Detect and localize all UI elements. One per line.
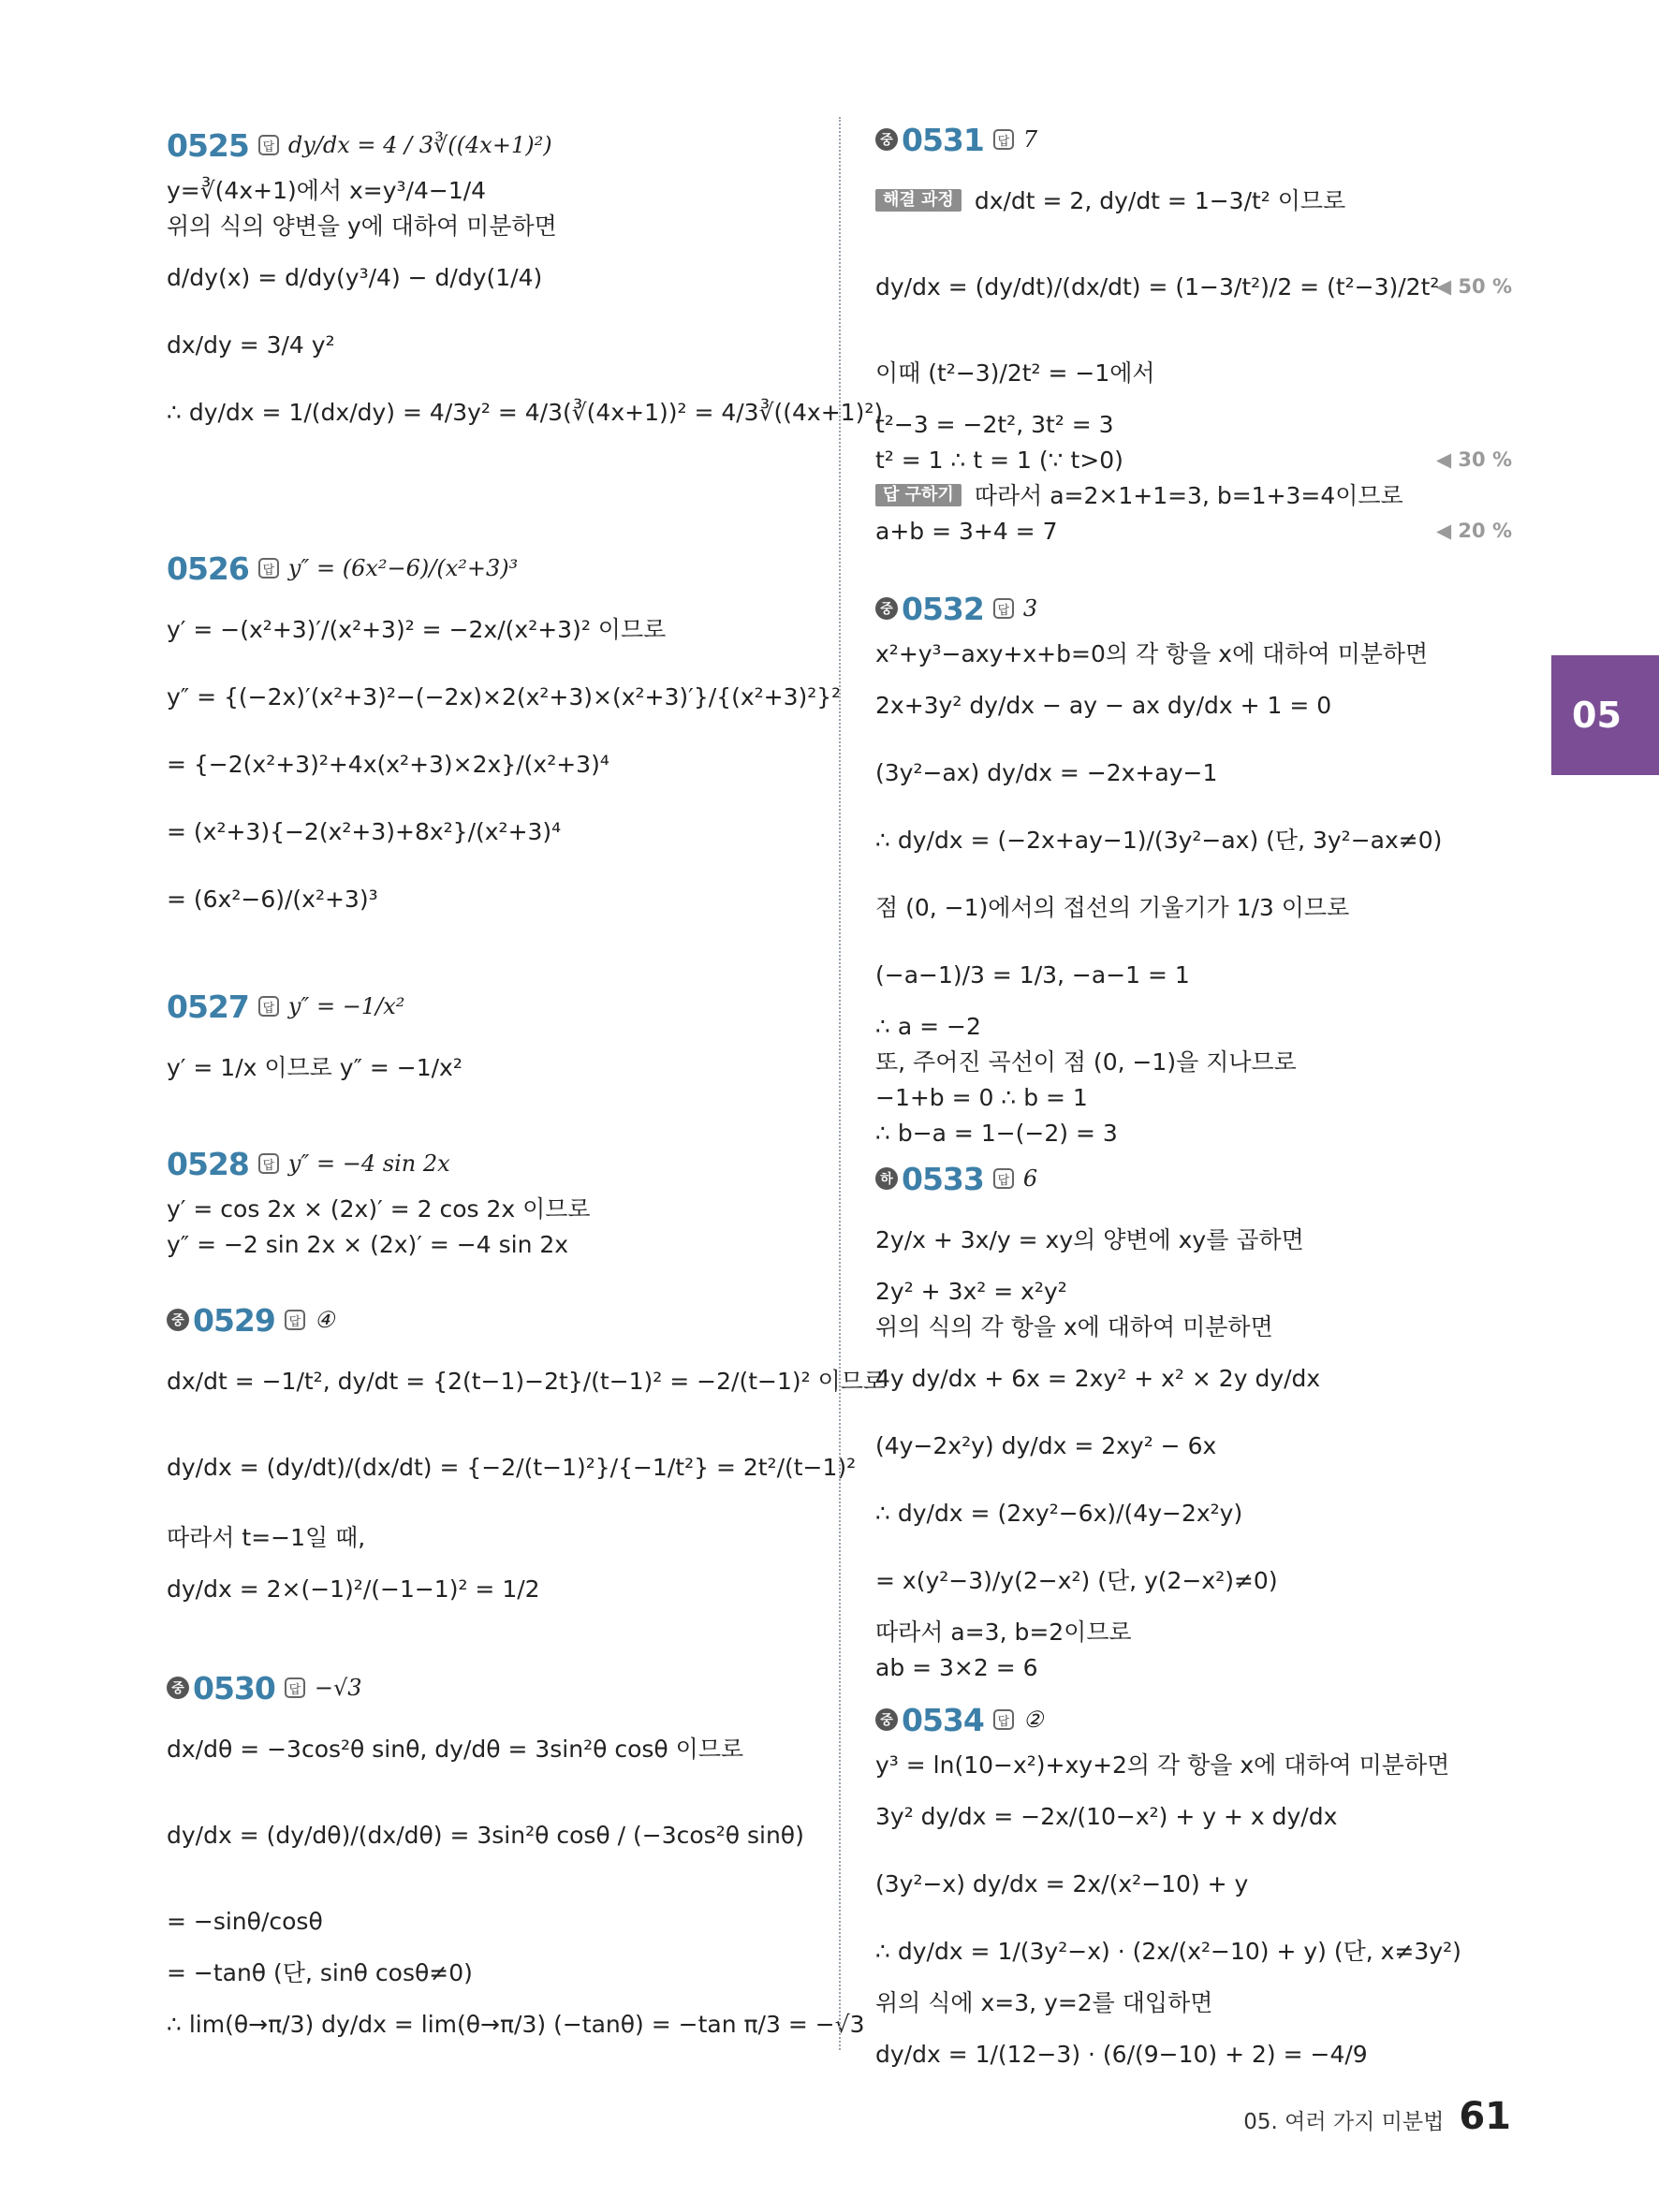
answer-marker-icon: 답 xyxy=(258,558,279,579)
problem-header xyxy=(875,583,1512,634)
step-tag: 해결 과정 xyxy=(875,189,962,212)
footer-chapter-title: 05. 여러 가지 미분법 xyxy=(1243,2110,1445,2134)
difficulty-badge: 중 xyxy=(167,1677,189,1699)
solution-line xyxy=(167,1228,813,1260)
solution-text: (3y²−ax) dy/dx = −2x+ay−1 xyxy=(875,758,1218,786)
solution-text: y′ = 1/x 이므로 y″ = −1/x² xyxy=(167,1053,462,1081)
solution-line xyxy=(875,341,1512,404)
solution-text: ∴ dy/dx = (−2x+ay−1)/(3y²−ax) (단, 3y²−ax≠0) xyxy=(875,826,1443,854)
solution-text: a+b = 3+4 = 7 xyxy=(875,517,1058,545)
solution-text: ∴ b−a = 1−(−2) = 3 xyxy=(875,1119,1118,1147)
solution-text: y³ = ln(10−x²)+xy+2의 각 항을 x에 대하여 미분하면 xyxy=(875,1751,1450,1779)
problem-answer: 3 xyxy=(1022,595,1038,622)
solution-line xyxy=(875,943,1512,1006)
solution-line xyxy=(875,1651,1512,1683)
solution-line xyxy=(875,236,1512,337)
problem-answer: ② xyxy=(1022,1707,1044,1733)
difficulty-badge: 중 xyxy=(875,597,898,620)
solution-line xyxy=(875,1919,1512,1983)
solution-line xyxy=(167,313,813,376)
solution-line xyxy=(875,2022,1512,2086)
solution-line xyxy=(875,637,1512,669)
page-footer xyxy=(1243,2095,1511,2138)
solution-line xyxy=(167,1956,813,1988)
solution-text: y′ = −(x²+3)′/(x²+3)² = −2x/(x²+3)² 이므로 xyxy=(167,615,667,643)
problem-0528 xyxy=(167,1138,813,1264)
solution-text: t²−3 = −2t², 3t² = 3 xyxy=(875,410,1114,438)
solution-line xyxy=(875,408,1512,440)
problem-header xyxy=(167,981,813,1032)
solution-text: = −sinθ/cosθ xyxy=(167,1907,323,1935)
solution-text: x²+y³−axy+x+b=0의 각 항을 x에 대하여 미분하면 xyxy=(875,639,1429,667)
solution-text: (−a−1)/3 = 1/3, −a−1 = 1 xyxy=(875,960,1190,989)
problem-number: 0533 xyxy=(902,1160,984,1197)
problem-header xyxy=(167,1295,813,1345)
solution-line xyxy=(875,1208,1512,1271)
solution-text: = x(y²−3)/y(2−x²) (단, y(2−x²)≠0) xyxy=(875,1566,1278,1594)
page-number: 61 xyxy=(1459,2095,1511,2138)
problem-0526 xyxy=(167,543,842,934)
column-divider xyxy=(839,117,841,2050)
solution-text: (3y²−x) dy/dx = 2x/(x²−10) + y xyxy=(875,1869,1249,1897)
answer-marker-icon: 답 xyxy=(258,996,279,1017)
problem-answer: 7 xyxy=(1022,126,1038,153)
solution-line xyxy=(167,380,884,444)
problem-answer: ④ xyxy=(314,1307,335,1333)
difficulty-badge: 중 xyxy=(875,1708,898,1731)
difficulty-badge: 중 xyxy=(875,128,898,151)
solution-text: ∴ dy/dx = 1/(dx/dy) = 4/3y² = 4/3(∛(4x+1))² = 4/3∛((4x+1)²) xyxy=(167,398,884,426)
solution-text: 4y dy/dx + 6x = 2xy² + x² × 2y dy/dx xyxy=(875,1364,1321,1392)
solution-text: ab = 3×2 = 6 xyxy=(875,1653,1038,1681)
answer-marker-icon: 답 xyxy=(993,1168,1014,1189)
chapter-side-tab xyxy=(1551,655,1659,775)
solution-line xyxy=(875,168,1512,232)
solution-line xyxy=(875,1346,1512,1410)
problem-number: 0528 xyxy=(167,1145,249,1182)
answer-marker-icon: 답 xyxy=(993,1709,1014,1730)
solution-text: y″ = −2 sin 2x × (2x)′ = −4 sin 2x xyxy=(167,1230,569,1258)
solution-line xyxy=(875,479,1512,511)
solution-text: = {−2(x²+3)²+4x(x²+3)×2x}/(x²+3)⁴ xyxy=(167,750,609,778)
problem-header xyxy=(167,543,813,593)
solution-line xyxy=(167,799,813,863)
problem-number: 0526 xyxy=(167,549,249,587)
problem-header xyxy=(167,1663,813,1713)
solution-line xyxy=(167,1521,813,1553)
problem-0531 xyxy=(875,114,1512,550)
problem-answer: −√3 xyxy=(314,1675,362,1701)
score-percent: ◀ 30 % xyxy=(1435,447,1512,471)
solution-text: dx/dt = −1/t², dy/dt = {2(t−1)−2t}/(t−1)² = −2/(t−1)² 이므로 xyxy=(167,1367,887,1395)
solution-line xyxy=(875,444,1512,476)
solution-text: dy/dx = (dy/dt)/(dx/dt) = {−2/(t−1)²}/{−1/t²} = 2t²/(t−1)² xyxy=(167,1453,857,1481)
problem-0527 xyxy=(167,981,813,1103)
solution-line xyxy=(167,210,813,242)
answer-marker-icon: 답 xyxy=(258,1153,279,1174)
score-percent: ◀ 20 % xyxy=(1435,519,1512,542)
solution-line xyxy=(167,1992,865,2056)
solution-line xyxy=(875,515,1512,547)
solution-text: y=∛(4x+1)에서 x=y³/4−1/4 xyxy=(167,176,487,204)
solution-text: ∴ dy/dx = 1/(3y²−x) · (2x/(x²−10) + y) (단, x≠3y²) xyxy=(875,1937,1461,1965)
solution-line xyxy=(875,1311,1512,1342)
solution-line xyxy=(875,1616,1512,1648)
problem-answer: y″ = −1/x² xyxy=(287,993,405,1019)
solution-line xyxy=(875,1749,1512,1780)
solution-text: dx/dθ = −3cos²θ sinθ, dy/dθ = 3sin²θ cosθ 이므로 xyxy=(167,1735,744,1763)
solution-text: dy/dx = (dy/dt)/(dx/dt) = (1−3/t²)/2 = (t²−3)/2t² xyxy=(875,272,1440,300)
answer-marker-icon: 답 xyxy=(258,135,279,155)
solution-text: dy/dx = 2×(−1)²/(−1−1)² = 1/2 xyxy=(167,1575,540,1603)
solution-line xyxy=(875,875,1512,939)
solution-text: (4y−2x²y) dy/dx = 2xy² − 6x xyxy=(875,1431,1217,1459)
solution-text: −1+b = 0 ∴ b = 1 xyxy=(875,1083,1088,1111)
problem-0530 xyxy=(167,1663,865,2059)
difficulty-badge: 중 xyxy=(167,1309,189,1331)
solution-text: 또, 주어진 곡선이 점 (0, −1)을 지나므로 xyxy=(875,1047,1297,1076)
solution-line xyxy=(875,1081,1512,1113)
solution-text: 따라서 a=3, b=2이므로 xyxy=(875,1618,1132,1646)
solution-line xyxy=(167,1349,887,1413)
problem-number: 0530 xyxy=(193,1669,275,1707)
solution-text: = −tanθ (단, sinθ cosθ≠0) xyxy=(167,1958,473,1986)
solution-line xyxy=(167,1784,813,1885)
solution-text: d/dy(x) = d/dy(y³/4) − d/dy(1/4) xyxy=(167,263,543,291)
solution-text: = (6x²−6)/(x²+3)³ xyxy=(167,885,378,913)
problem-header xyxy=(875,1153,1512,1204)
solution-line xyxy=(167,1416,857,1517)
problem-header xyxy=(875,1694,1512,1745)
problem-header xyxy=(167,120,813,170)
problem-0533 xyxy=(875,1153,1512,1687)
solution-line xyxy=(875,1784,1512,1848)
solution-line xyxy=(167,245,813,309)
difficulty-badge: 하 xyxy=(875,1167,898,1190)
solution-text: 위의 식의 양변을 y에 대하여 미분하면 xyxy=(167,212,557,240)
problem-number: 0525 xyxy=(167,126,249,164)
solution-line xyxy=(167,174,813,206)
solution-text: dx/dy = 3/4 y² xyxy=(167,330,335,359)
solution-text: 따라서 t=−1일 때, xyxy=(167,1523,366,1551)
solution-text: y″ = {(−2x)′(x²+3)²−(−2x)×2(x²+3)×(x²+3)′}/{(x²+3)²}² xyxy=(167,682,842,710)
solution-line xyxy=(875,1046,1512,1077)
solution-text: dx/dt = 2, dy/dt = 1−3/t² 이므로 xyxy=(974,186,1346,214)
answer-marker-icon: 답 xyxy=(993,129,1014,150)
step-tag: 답 구하기 xyxy=(875,484,962,506)
problem-0525 xyxy=(167,120,884,447)
chapter-side-tab-label: 05 xyxy=(1572,695,1622,736)
solution-text: = (x²+3){−2(x²+3)+8x²}/(x²+3)⁴ xyxy=(167,817,562,845)
problem-number: 0529 xyxy=(193,1301,275,1339)
solution-text: 이때 (t²−3)/2t² = −1에서 xyxy=(875,359,1155,387)
solution-line xyxy=(875,740,1512,804)
solution-text: y′ = cos 2x × (2x)′ = 2 cos 2x 이므로 xyxy=(167,1194,591,1223)
solution-text: 3y² dy/dx = −2x/(10−x²) + y + x dy/dx xyxy=(875,1802,1338,1830)
problem-answer: 6 xyxy=(1022,1165,1038,1192)
solution-text: 2x+3y² dy/dx − ay − ax dy/dx + 1 = 0 xyxy=(875,691,1332,719)
answer-marker-icon: 답 xyxy=(285,1310,305,1330)
solution-line xyxy=(167,665,842,728)
score-percent: ◀ 50 % xyxy=(1435,274,1512,298)
answer-marker-icon: 답 xyxy=(993,598,1014,619)
solution-text: ∴ a = −2 xyxy=(875,1012,981,1040)
solution-line xyxy=(167,1035,813,1099)
problem-answer: y″ = (6x²−6)/(x²+3)³ xyxy=(287,555,519,581)
problem-0532 xyxy=(875,583,1512,1152)
solution-text: dy/dx = (dy/dθ)/(dx/dθ) = 3sin²θ cosθ / (−3cos²θ sinθ) xyxy=(167,1821,804,1849)
problem-answer: y″ = −4 sin 2x xyxy=(287,1150,450,1177)
answer-marker-icon: 답 xyxy=(285,1677,305,1698)
problem-number: 0534 xyxy=(902,1701,984,1738)
solution-line xyxy=(875,808,1512,872)
solution-line xyxy=(875,1414,1512,1477)
problem-0529 xyxy=(167,1295,887,1624)
problem-number: 0531 xyxy=(902,121,984,158)
solution-line xyxy=(875,1275,1512,1307)
solution-line xyxy=(167,1193,813,1224)
solution-line xyxy=(167,597,813,661)
solution-text: t² = 1 ∴ t = 1 (∵ t>0) xyxy=(875,446,1123,474)
problem-0534 xyxy=(875,1694,1512,2089)
solution-line xyxy=(875,673,1512,737)
solution-line xyxy=(875,1986,1512,2018)
solution-line xyxy=(167,1717,813,1780)
solution-text: 2y² + 3x² = x²y² xyxy=(875,1277,1067,1305)
solution-text: ∴ dy/dx = (2xy²−6x)/(4y−2x²y) xyxy=(875,1499,1243,1527)
problem-answer: dy/dx = 4 / 3∛((4x+1)²) xyxy=(287,132,552,158)
problem-header xyxy=(875,114,1512,165)
solution-text: 점 (0, −1)에서의 접선의 기울기가 1/3 이므로 xyxy=(875,893,1350,921)
solution-text: 2y/x + 3x/y = xy의 양변에 xy를 곱하면 xyxy=(875,1225,1304,1253)
solution-line xyxy=(875,1852,1512,1915)
solution-line xyxy=(167,1889,813,1953)
problem-number: 0527 xyxy=(167,988,249,1025)
solution-text: dy/dx = 1/(12−3) · (6/(9−10) + 2) = −4/9 xyxy=(875,2040,1368,2068)
solution-text: 따라서 a=2×1+1=3, b=1+3=4이므로 xyxy=(974,481,1403,509)
solution-text: 위의 식에 x=3, y=2를 대입하면 xyxy=(875,1988,1213,2016)
solution-line xyxy=(875,1117,1512,1149)
solution-line xyxy=(167,1557,813,1620)
problem-header xyxy=(167,1138,813,1189)
solution-line xyxy=(167,732,813,796)
solution-line xyxy=(875,1481,1512,1545)
solution-line xyxy=(875,1548,1512,1612)
problem-number: 0532 xyxy=(902,590,984,627)
solution-line xyxy=(167,867,813,930)
solution-line xyxy=(875,1010,1512,1042)
solution-text: 위의 식의 각 항을 x에 대하여 미분하면 xyxy=(875,1312,1273,1340)
solution-text: ∴ lim(θ→π/3) dy/dx = lim(θ→π/3) (−tanθ) = −tan π/3 = −√3 xyxy=(167,2010,865,2038)
